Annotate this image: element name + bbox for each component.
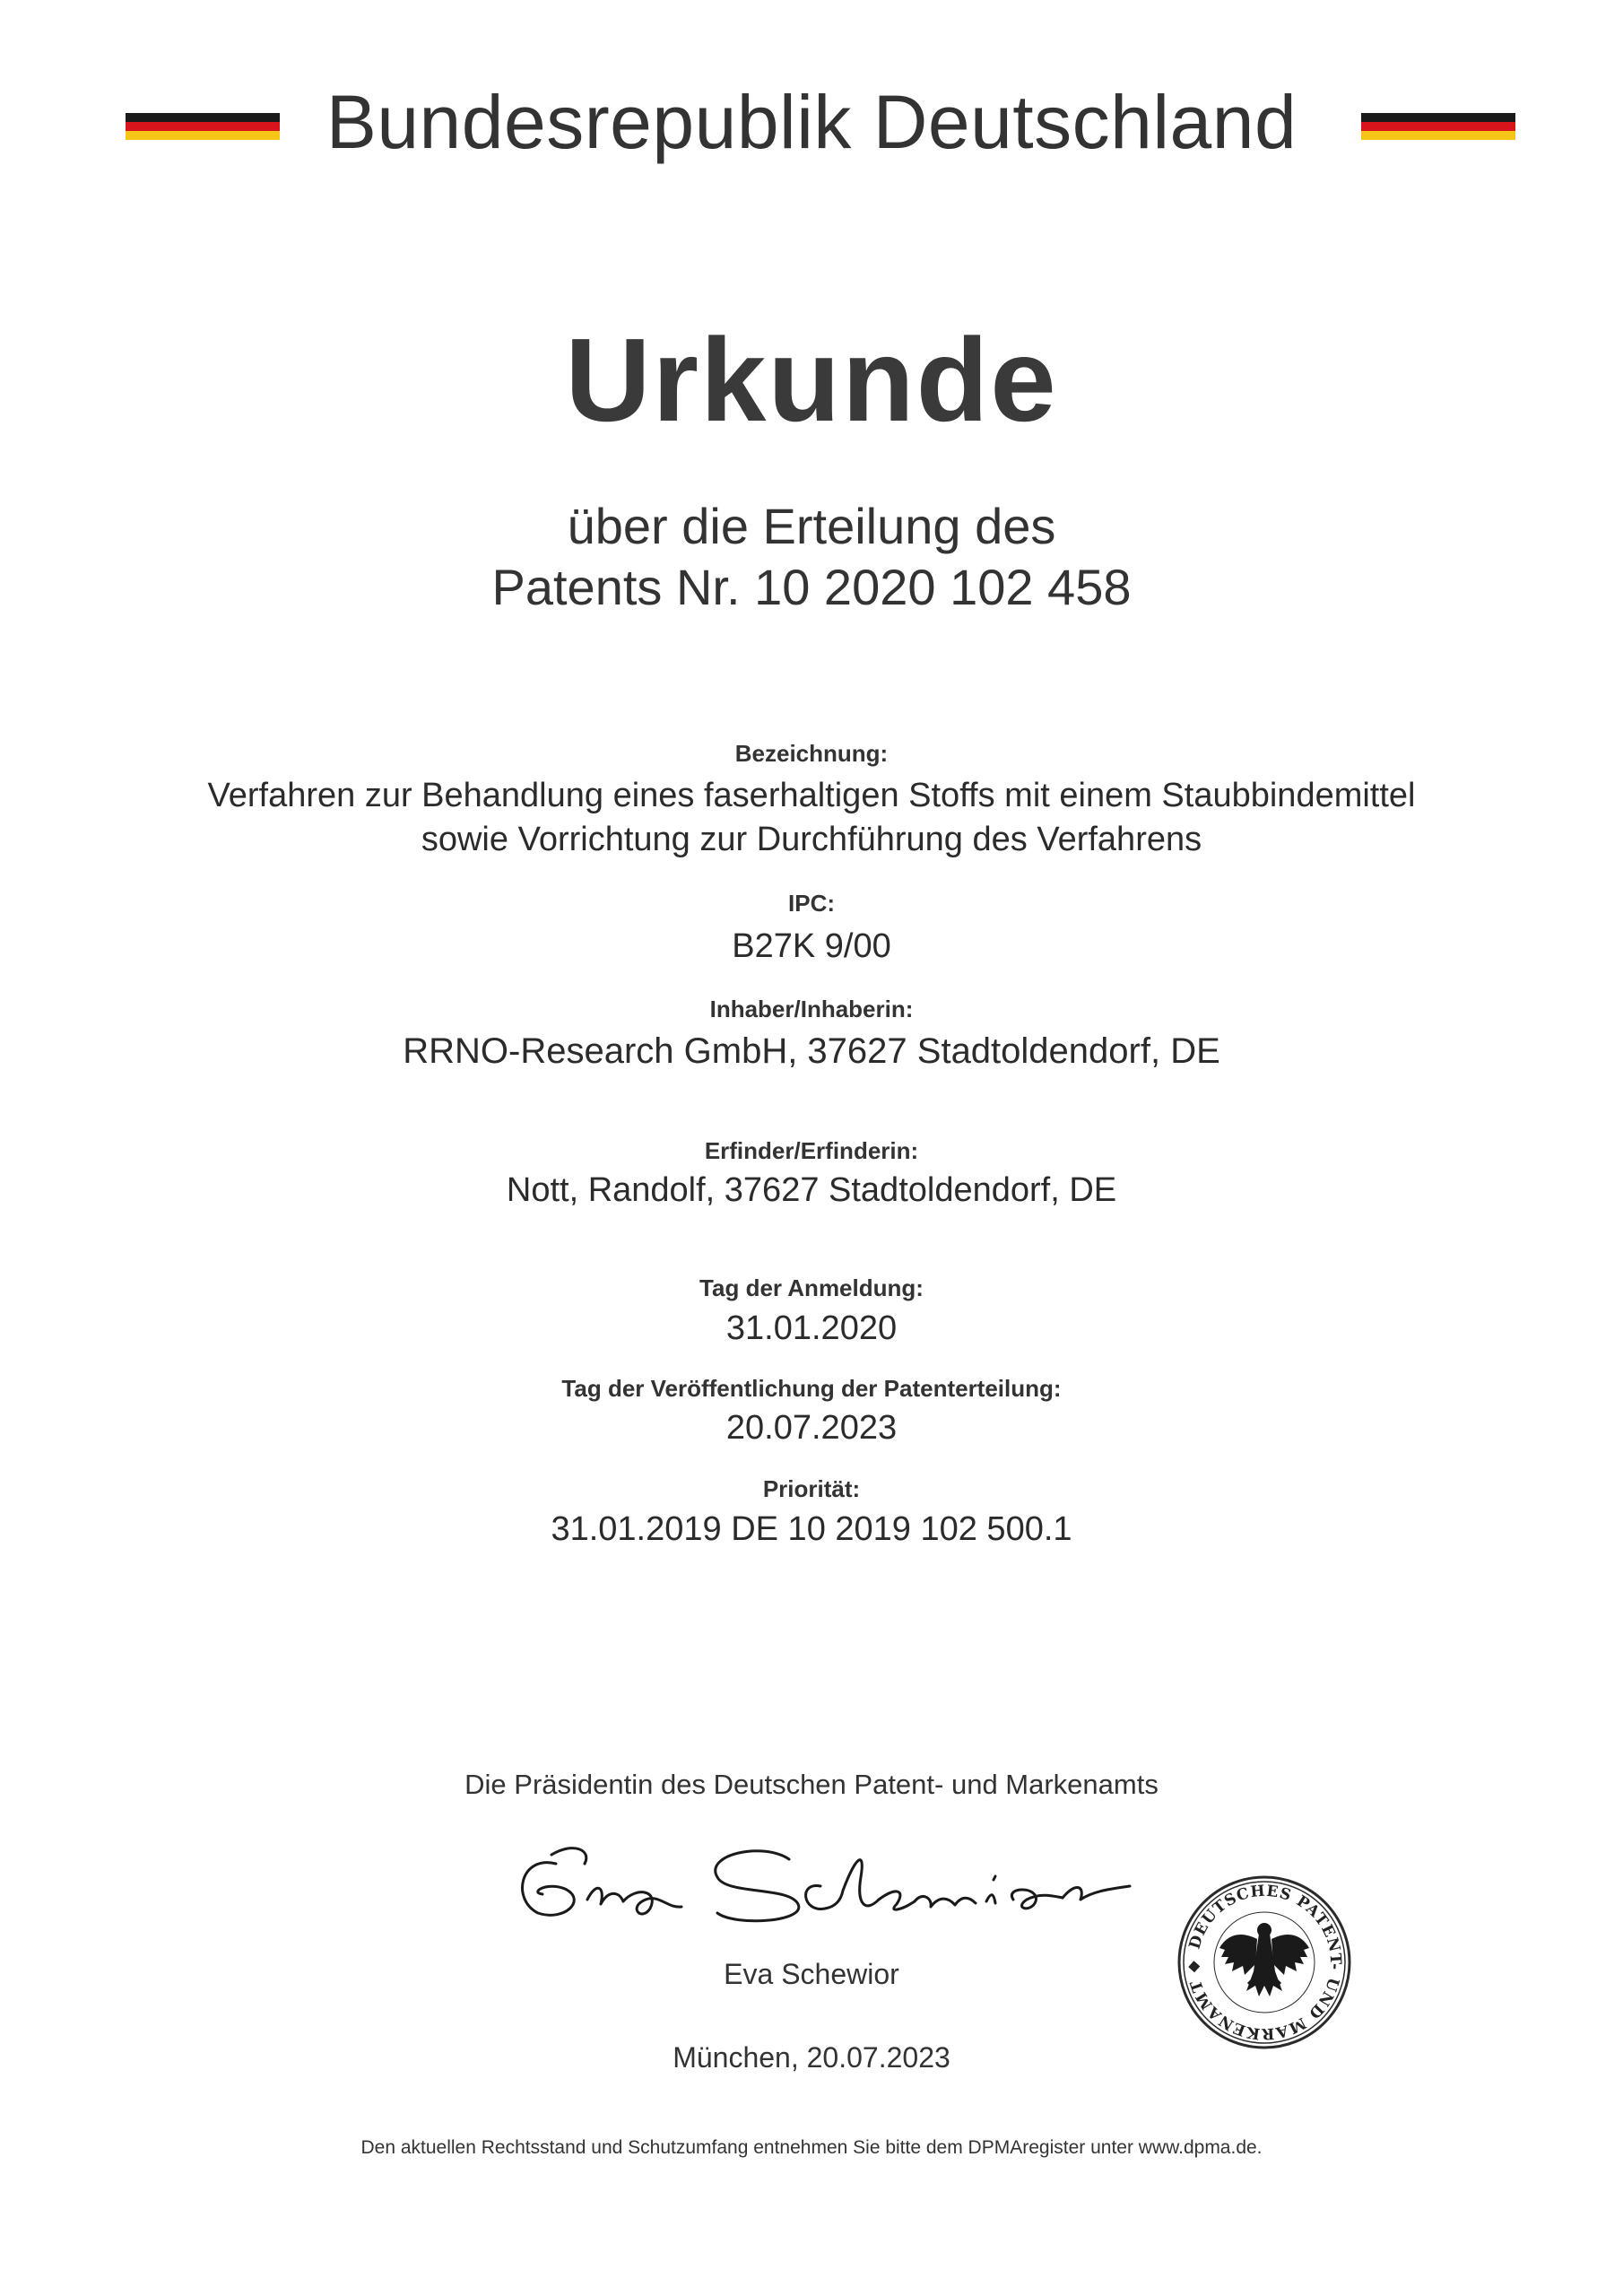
- designation-line-2: sowie Vorrichtung zur Durchführung des Verfahrens: [421, 821, 1202, 858]
- priority-value: 31.01.2019 DE 10 2019 102 500.1: [551, 1510, 1072, 1548]
- designation-line-1: Verfahren zur Behandlung eines faserhaltigen Stoffs mit einem Staubbindemittel: [207, 777, 1416, 814]
- flag-stripe-gold: [1361, 131, 1515, 140]
- ipc-value: B27K 9/00: [732, 927, 891, 965]
- handwritten-signature: [502, 1837, 1148, 1935]
- publication-date-label: Tag der Veröffentlichung der Patenterteilung:: [561, 1375, 1062, 1402]
- ipc-label: IPC:: [788, 890, 835, 917]
- german-flag-right-icon: [1361, 113, 1515, 140]
- publication-date-value: 20.07.2023: [725, 1409, 898, 1447]
- signer-name: Eva Schewior: [724, 1958, 899, 1990]
- owner-value: RRNO-Research GmbH, 37627 Stadtoldendorf, DE: [403, 1031, 1220, 1071]
- legal-notice: Den aktuellen Rechtsstand und Schutzumfang entnehmen Sie bitte dem DPMAregister unter www.dpma.de.: [360, 2137, 1263, 2158]
- flag-stripe-black: [1361, 113, 1515, 122]
- subtitle-line-2: Patents Nr. 10 2020 102 458: [491, 559, 1132, 615]
- inventor-label: Erfinder/Erfinderin:: [704, 1137, 919, 1164]
- header: [0, 72, 1623, 170]
- place-and-date: München, 20.07.2023: [673, 2041, 950, 2074]
- filing-date-label: Tag der Anmeldung:: [699, 1274, 924, 1301]
- flag-stripe-red: [1361, 122, 1515, 131]
- country-title: Bundesrepublik Deutschland: [325, 80, 1298, 164]
- document-title: Urkunde: [565, 314, 1058, 446]
- svg-text:DEUTSCHES PATENT- UND MARKENAM: DEUTSCHES PATENT- UND MARKENAMT ◆: [1184, 1882, 1345, 2043]
- owner-label: Inhaber/Inhaberin:: [709, 996, 914, 1022]
- filing-date-value: 31.01.2020: [725, 1309, 898, 1347]
- dpma-seal-icon: [1176, 1874, 1352, 2050]
- subtitle-line-1: über die Erteilung des: [567, 498, 1056, 554]
- federal-eagle-icon: [1219, 1923, 1309, 1996]
- designation-label: Bezeichnung:: [734, 740, 889, 767]
- president-title: Die Präsidentin des Deutschen Patent- und Markenamts: [464, 1769, 1159, 1800]
- priority-label: Priorität:: [762, 1475, 861, 1502]
- inventor-value: Nott, Randolf, 37627 Stadtoldendorf, DE: [506, 1171, 1117, 1209]
